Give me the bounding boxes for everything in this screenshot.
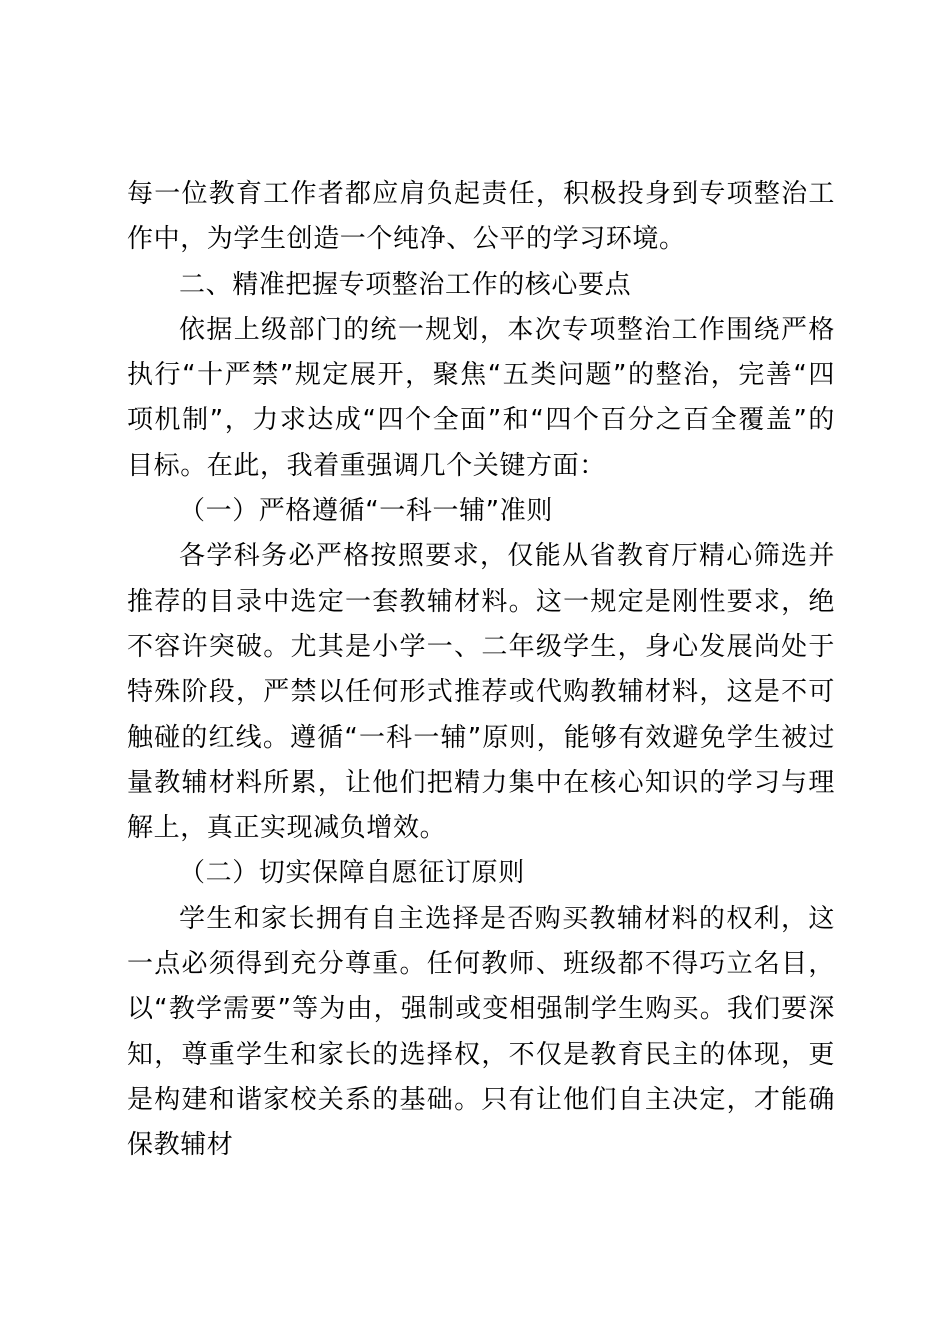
document-body <box>127 172 835 1169</box>
body-paragraph: 各学科务必严格按照要求，仅能从省教育厅精心筛选并推荐的目录中选定一套教辅材料。这一规定是刚性要求，绝不容许突破。尤其是小学一、二年级学生，身心发展尚处于特殊阶段，严禁以任何形式推荐或代购教辅材料，这是不可触碰的红线。遵循“一科一辅”原则，能够有效避免学生被过量教辅材料所累，让他们把精力集中在核心知识的学习与理解上，真正实现减负增效。 <box>127 541 835 844</box>
section-heading-2: 二、精准把握专项整治工作的核心要点 <box>179 269 632 300</box>
body-paragraph: 学生和家长拥有自主选择是否购买教辅材料的权利，这一点必须得到充分尊重。任何教师、班级都不得巧立名目，以“教学需要”等为由，强制或变相强制学生购买。我们要深知，尊重学生和家长的选择权，不仅是教育民主的体现，更是构建和谐家校关系的基础。只有让他们自主决定，才能确保教辅材 <box>127 903 835 1161</box>
body-paragraph: 依据上级部门的统一规划，本次专项整治工作围绕严格执行“十严禁”规定展开，聚焦“五类问题”的整治，完善“四项机制”，力求达成“四个全面”和“四个百分之百全覆盖”的目标。在此，我着重强调几个关键方面： <box>127 314 835 481</box>
body-paragraph-continued: 每一位教育工作者都应肩负起责任，积极投身到专项整治工作中，为学生创造一个纯净、公平的学习环境。 <box>127 179 835 255</box>
subsection-heading-2: （二）切实保障自愿征订原则 <box>179 858 525 889</box>
subsection-heading-1: （一）严格遵循“一科一辅”准则 <box>179 496 553 527</box>
